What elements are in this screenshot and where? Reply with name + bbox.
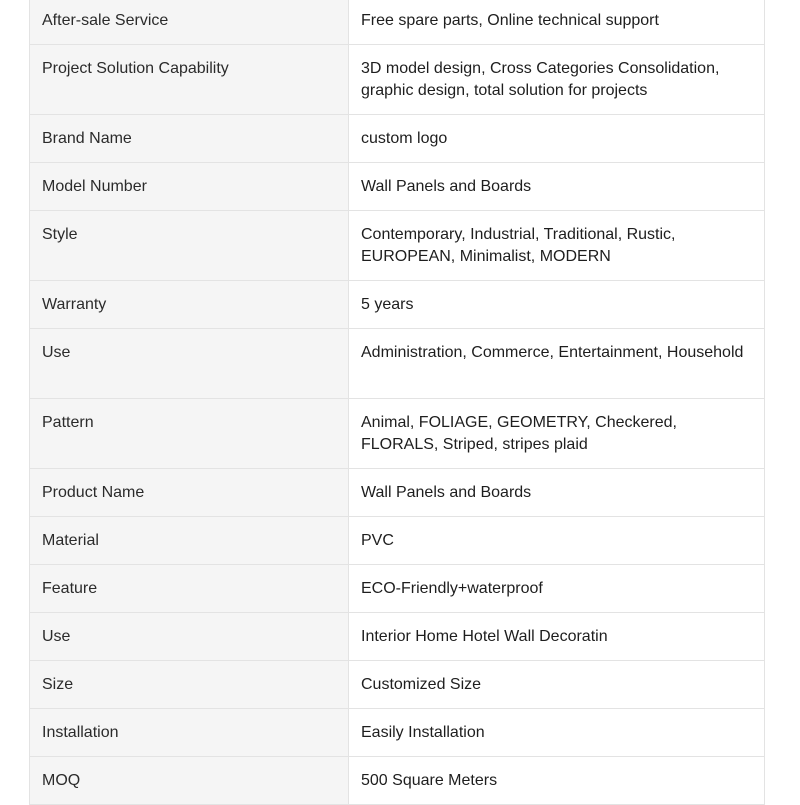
spec-label: After-sale Service — [30, 0, 349, 45]
spec-label: Pattern — [30, 399, 349, 469]
spec-value: Contemporary, Industrial, Traditional, Rustic, EUROPEAN, Minimalist, MODERN — [349, 211, 765, 281]
table-row — [30, 329, 765, 399]
spec-value: Customized Size — [349, 661, 765, 709]
table-row — [30, 565, 765, 613]
spec-label: Project Solution Capability — [30, 45, 349, 115]
table-row — [30, 661, 765, 709]
spec-value: 500 Square Meters — [349, 757, 765, 805]
spec-label: MOQ — [30, 757, 349, 805]
table-row — [30, 163, 765, 211]
spec-value: Administration, Commerce, Entertainment, Household — [349, 329, 765, 399]
spec-value: Free spare parts, Online technical support — [349, 0, 765, 45]
table-row — [30, 211, 765, 281]
table-row — [30, 613, 765, 661]
spec-value: 3D model design, Cross Categories Consolidation, graphic design, total solution for projects — [349, 45, 765, 115]
spec-label: Material — [30, 517, 349, 565]
spec-label: Use — [30, 613, 349, 661]
product-spec-table — [29, 0, 765, 805]
table-row — [30, 0, 765, 45]
spec-value: Wall Panels and Boards — [349, 469, 765, 517]
table-row — [30, 45, 765, 115]
spec-label: Model Number — [30, 163, 349, 211]
spec-label: Brand Name — [30, 115, 349, 163]
spec-value: Wall Panels and Boards — [349, 163, 765, 211]
spec-value: custom logo — [349, 115, 765, 163]
spec-value: Easily Installation — [349, 709, 765, 757]
spec-label: Warranty — [30, 281, 349, 329]
spec-value: ECO-Friendly+waterproof — [349, 565, 765, 613]
spec-label: Size — [30, 661, 349, 709]
spec-label: Installation — [30, 709, 349, 757]
table-row — [30, 517, 765, 565]
table-row — [30, 281, 765, 329]
spec-value: Interior Home Hotel Wall Decoratin — [349, 613, 765, 661]
spec-label: Use — [30, 329, 349, 399]
table-row — [30, 709, 765, 757]
spec-label: Style — [30, 211, 349, 281]
table-row — [30, 115, 765, 163]
spec-value: 5 years — [349, 281, 765, 329]
table-row — [30, 757, 765, 805]
spec-label: Feature — [30, 565, 349, 613]
table-row — [30, 399, 765, 469]
spec-value: PVC — [349, 517, 765, 565]
table-row — [30, 469, 765, 517]
spec-value: Animal, FOLIAGE, GEOMETRY, Checkered, FLORALS, Striped, stripes plaid — [349, 399, 765, 469]
spec-label: Product Name — [30, 469, 349, 517]
